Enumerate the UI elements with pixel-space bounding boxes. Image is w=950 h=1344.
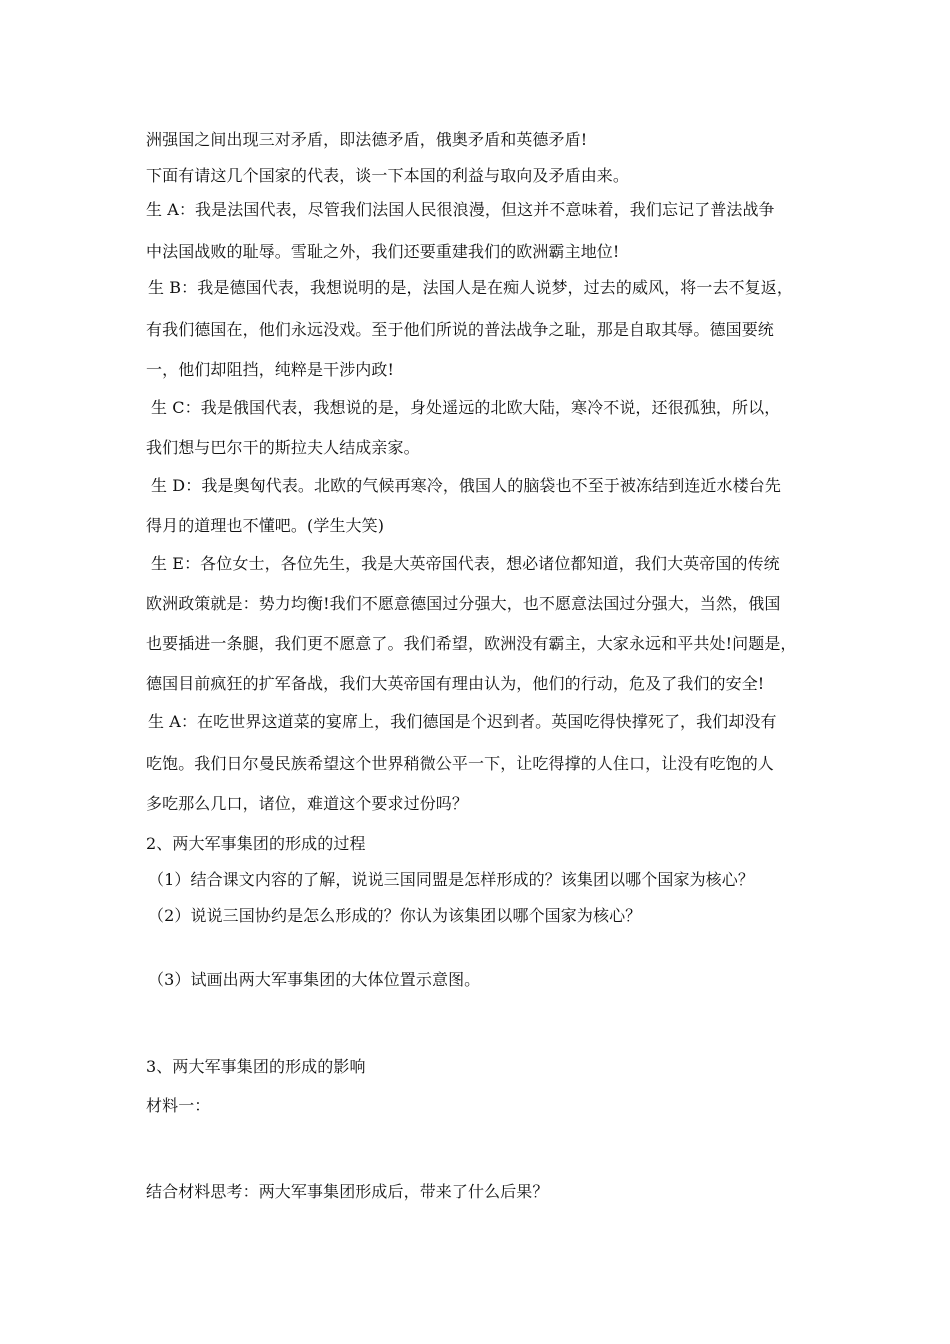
text-line: 生 E：各位女士，各位先生，我是大英帝国代表，想必诸位都知道，我们大英帝国的传统 <box>151 554 780 573</box>
text-line: 生 B：我是德国代表，我想说明的是，法国人是在痴人说梦，过去的威风，将一去不复返， <box>148 278 793 297</box>
text-line: 下面有请这几个国家的代表，谈一下本国的利益与取向及矛盾由来。 <box>146 166 630 185</box>
text-line: 一，他们却阻挡，纯粹是干涉内政! <box>146 360 395 379</box>
text-line: 也要插进一条腿，我们更不愿意了。我们希望，欧洲没有霸主，大家永远和平共处!问题是， <box>146 634 797 653</box>
text-line: 多吃那么几口，诸位，难道这个要求过份吗？ <box>146 794 469 813</box>
text-line: 生 A：我是法国代表，尽管我们法国人民很浪漫，但这并不意味着，我们忘记了普法战争 <box>146 200 775 219</box>
text-line: 中法国战败的耻辱。雪耻之外，我们还要重建我们的欧洲霸主地位! <box>146 242 620 261</box>
text-line: 有我们德国在，他们永远没戏。至于他们所说的普法战争之耻，那是自取其辱。德国要统 <box>146 320 774 339</box>
text-line: 德国目前疯狂的扩军备战，我们大英帝国有理由认为，他们的行动，危及了我们的安全! <box>146 674 765 693</box>
text-line: 生 C：我是俄国代表，我想说的是，身处遥远的北欧大陆，寒冷不说，还很孤独，所以， <box>151 398 781 417</box>
text-line: 生 A：在吃世界这道菜的宴席上，我们德国是个迟到者。英国吃得快撑死了，我们却没有 <box>148 712 777 731</box>
material-label: 材料一： <box>146 1096 211 1115</box>
question-item: 结合材料思考：两大军事集团形成后，带来了什么后果？ <box>146 1182 549 1201</box>
text-line: 生 D：我是奥匈代表。北欧的气候再寒冷，俄国人的脑袋也不至于被冻结到连近水楼台先 <box>151 476 781 495</box>
question-item: （1）结合课文内容的了解，说说三国同盟是怎样形成的？该集团以哪个国家为核心？ <box>148 870 754 889</box>
question-item: （2）说说三国协约是怎么形成的？你认为该集团以哪个国家为核心？ <box>148 906 642 925</box>
text-line: 洲强国之间出现三对矛盾，即法德矛盾，俄奥矛盾和英德矛盾! <box>146 130 588 149</box>
section-heading: 3、两大军事集团的形成的影响 <box>146 1057 366 1076</box>
section-heading: 2、两大军事集团的形成的过程 <box>146 834 366 853</box>
text-line: 欧洲政策就是：势力均衡!我们不愿意德国过分强大，也不愿意法国过分强大，当然，俄国 <box>146 594 781 613</box>
text-line: 吃饱。我们日尔曼民族希望这个世界稍微公平一下，让吃得撑的人住口，让没有吃饱的人 <box>146 754 774 773</box>
text-line: 得月的道理也不懂吧。(学生大笑) <box>146 516 385 535</box>
question-item: （3）试画出两大军事集团的大体位置示意图。 <box>148 970 481 989</box>
text-line: 我们想与巴尔干的斯拉夫人结成亲家。 <box>146 438 420 457</box>
